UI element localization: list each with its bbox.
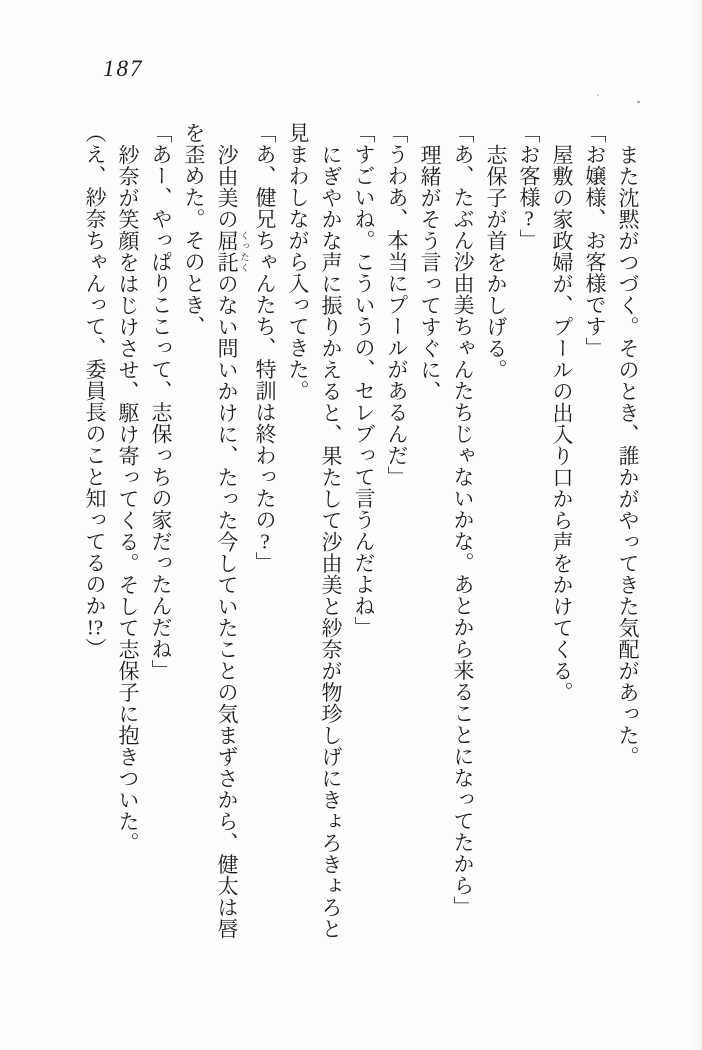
page-edge-shadow: [692, 0, 702, 1050]
text-line: を歪めた。そのとき、: [182, 122, 206, 337]
upright-question-mark: ?: [260, 530, 270, 552]
text-line: 「あ、健兄ちゃんたち、特訓は終わったの?」: [253, 122, 277, 573]
upright-question-mark: ?: [524, 208, 534, 229]
text-line: 「すごいね。こういうの、セレブって言うんだよね」: [352, 122, 376, 638]
text-line: 志保子が首をかしげる。: [484, 143, 508, 380]
text-line: 沙由美の屈託 くったくのない問いかけに、たった今していたことの気まずさから、健太は唇: [215, 143, 248, 939]
scan-speck: [637, 101, 640, 103]
scan-speck: [597, 94, 599, 96]
text-line: にぎやかな声に振りかえると、果たして沙由美と紗奈が物珍しげにきょろきょろと: [319, 143, 343, 939]
text-line: 「あー、やっぱりここって、志保っちの家だったんだね」: [149, 122, 173, 681]
furigana: 屈託 くったく: [215, 229, 248, 273]
text-line: 見まわしながら入ってきた。: [286, 122, 310, 402]
text-block: [78, 122, 644, 946]
text-line: 屋敷の家政婦が、プールの出入り口から声をかけてくる。: [550, 143, 574, 703]
text-line: 「うわあ、本当にプールがあるんだ」: [385, 122, 409, 488]
text-line: 理緒がそう言ってすぐに、: [418, 143, 442, 402]
text-line: 「あ、たぶん沙由美ちゃんたちじゃないかな。あとから来ることになってたから」: [451, 122, 475, 918]
text-line: 「お客様?」: [517, 122, 541, 251]
text-line: 紗奈が笑顔をはじけさせ、駆け寄ってくる。そして志保子に抱きついた。: [116, 143, 140, 853]
page-number: 187: [103, 56, 144, 81]
text-line: また沈黙がつづく。そのとき、誰かがやってきた気配があった。: [616, 143, 640, 767]
text-line: （え、紗奈ちゃんって、委員長のこと知ってるのか!?）: [83, 122, 107, 659]
text-line: 「お嬢様、お客様です」: [583, 122, 607, 359]
upright-interrobang: !?: [86, 616, 104, 638]
